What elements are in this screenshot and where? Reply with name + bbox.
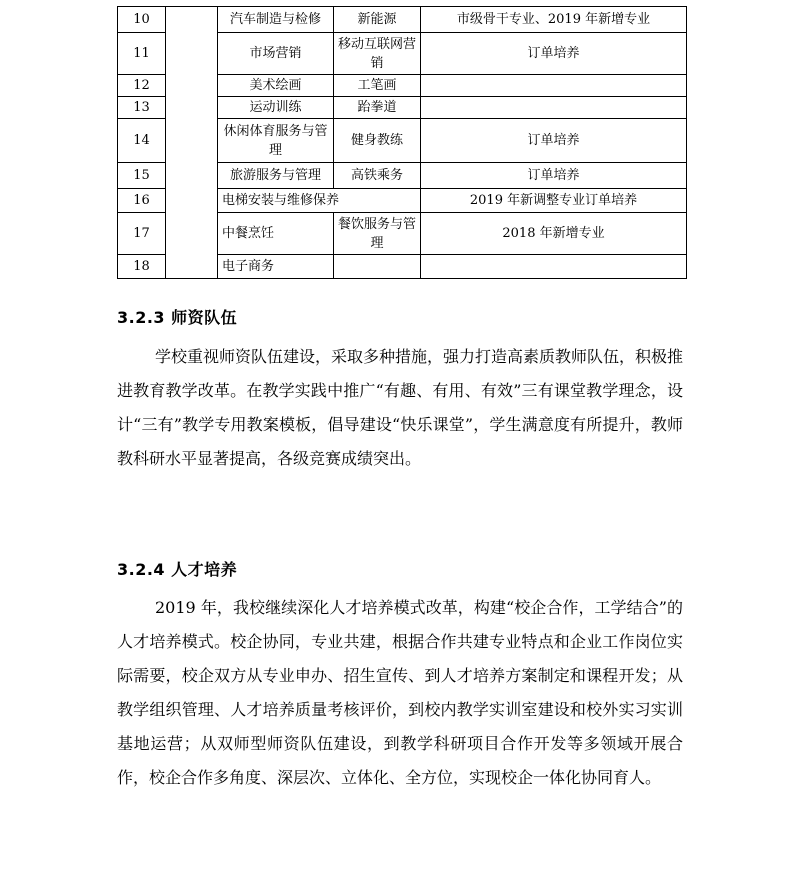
section-heading-teachers: 3.2.3 师资队伍 [117, 308, 238, 327]
row-number: 15 [118, 163, 166, 189]
row-number: 16 [118, 189, 166, 213]
row-note: 订单培养 [421, 163, 687, 189]
major-direction: 工笔画 [334, 75, 421, 97]
major-name: 汽车制造与检修 [218, 7, 334, 33]
row-note [421, 75, 687, 97]
major-direction: 跆拳道 [334, 97, 421, 119]
row-number: 14 [118, 119, 166, 163]
major-direction: 健身教练 [334, 119, 421, 163]
row-note: 2019 年新调整专业订单培养 [421, 189, 687, 213]
major-direction: 移动互联网营销 [334, 33, 421, 75]
category-cell [166, 7, 218, 279]
row-note: 市级骨干专业、2019 年新增专业 [421, 7, 687, 33]
row-number: 18 [118, 255, 166, 279]
major-name: 电梯安装与维修保养 [218, 189, 421, 213]
section-paragraph-talent: 2019 年，我校继续深化人才培养模式改革，构建“校企合作，工学结合”的人才培养模式。校企协同，专业共建，根据合作共建专业特点和企业工作岗位实际需要，校企双方从专业申办、招生宣传、到人才培养方案制定和课程开发；从教学组织管理、人才培养质量考核评价，到校内教学实训室建设和校外实习实训基地运营；从双师型师资队伍建设，到教学科研项目合作开发等多领域开展合作，校企合作多角度、深层次、立体化、全方位，实现校企一体化协同育人。 [117, 598, 683, 787]
major-name: 运动训练 [218, 97, 334, 119]
row-number: 12 [118, 75, 166, 97]
major-name: 电子商务 [218, 255, 334, 279]
major-direction: 餐饮服务与管理 [334, 213, 421, 255]
section-paragraph-teachers: 学校重视师资队伍建设，采取多种措施，强力打造高素质教师队伍，积极推进教育教学改革。在教学实践中推广“有趣、有用、有效”三有课堂教学理念，设计“三有”教学专用教案模板，倡导建设“快乐课堂”，学生满意度有所提升，教师教科研水平显著提高，各级竞赛成绩突出。 [117, 347, 684, 468]
major-name: 旅游服务与管理 [218, 163, 334, 189]
major-direction [334, 255, 421, 279]
major-name: 市场营销 [218, 33, 334, 75]
row-number: 13 [118, 97, 166, 119]
section-heading-talent: 3.2.4 人才培养 [117, 560, 238, 579]
major-direction: 高铁乘务 [334, 163, 421, 189]
table-row [118, 7, 687, 33]
row-number: 17 [118, 213, 166, 255]
row-number: 11 [118, 33, 166, 75]
row-number: 10 [118, 7, 166, 33]
row-note: 2018 年新增专业 [421, 213, 687, 255]
majors-table [117, 6, 687, 279]
row-note [421, 255, 687, 279]
row-note [421, 97, 687, 119]
major-direction: 新能源 [334, 7, 421, 33]
major-name: 美术绘画 [218, 75, 334, 97]
major-name: 中餐烹饪 [218, 213, 334, 255]
major-name: 休闲体育服务与管理 [218, 119, 334, 163]
row-note: 订单培养 [421, 119, 687, 163]
row-note: 订单培养 [421, 33, 687, 75]
